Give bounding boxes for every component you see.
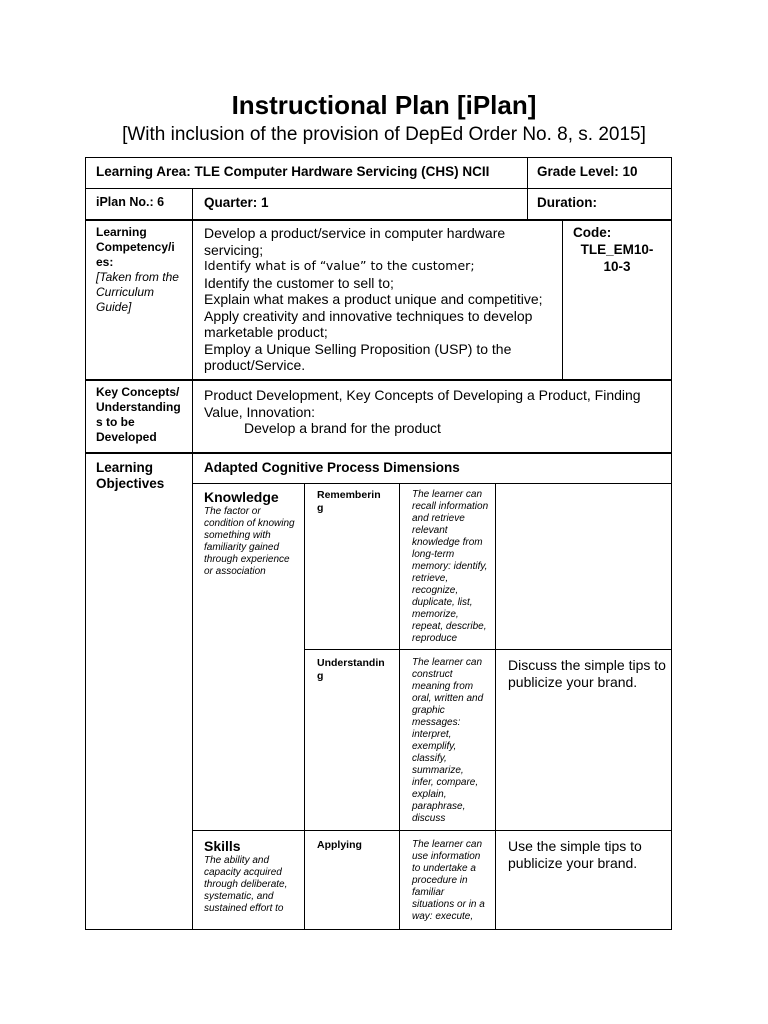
knowledge-cell	[204, 489, 302, 578]
remembering-desc-line: long-term	[412, 549, 455, 560]
applying-objective-line: publicize your brand.	[508, 855, 638, 871]
key-concepts-text	[204, 387, 641, 437]
remembering-desc-line: reproduce	[412, 633, 458, 644]
applying-desc-line: situations or in a	[412, 899, 485, 910]
iplan-number: iPlan No.: 6	[96, 195, 165, 209]
competency-label-line: Competency/i	[96, 240, 175, 254]
competency-line: marketable product;	[204, 324, 328, 340]
key-concepts-label	[96, 385, 181, 445]
knowledge-desc-line: The factor or	[204, 506, 261, 517]
skills-desc-line: capacity acquired	[204, 867, 282, 878]
col-divider	[304, 483, 305, 930]
skills-desc-line: The ability and	[204, 855, 270, 866]
page-subtitle: [With inclusion of the provision of DepEd Order No. 8, s. 2015]	[122, 124, 646, 145]
learning-objectives-label-line: Objectives	[96, 476, 165, 491]
understanding-desc-line: classify,	[412, 753, 447, 764]
key-concepts-line: Value, Innovation:	[204, 403, 316, 420]
grade-level: Grade Level: 10	[537, 164, 638, 179]
page-title: Instructional Plan [iPlan]	[231, 90, 537, 120]
key-concepts-label-line: Key Concepts/	[96, 385, 180, 399]
col-divider	[527, 157, 528, 219]
remembering-desc-line: The learner can	[412, 489, 483, 500]
applying-desc	[412, 839, 485, 923]
row-divider	[304, 649, 672, 650]
competency-list	[204, 225, 543, 374]
competency-line: Develop a product/service in computer hardware	[204, 225, 506, 241]
learning-objectives-label-line: Learning	[96, 460, 154, 475]
understanding-desc-line: messages:	[412, 717, 461, 728]
duration: Duration:	[537, 195, 597, 210]
applying-objective-line: Use the simple tips to	[508, 838, 642, 854]
remembering-label-line: Rememberin	[317, 489, 381, 501]
skills-desc-line: sustained effort to	[204, 903, 284, 914]
knowledge-desc-line: familiarity gained	[204, 542, 280, 553]
remembering-desc-line: duplicate, list,	[412, 597, 473, 608]
understanding-desc-line: meaning from	[412, 681, 474, 692]
competency-note	[96, 270, 191, 315]
competency-label	[96, 225, 191, 315]
understanding-desc	[412, 657, 483, 825]
competency-label-line: Learning	[96, 225, 147, 239]
understanding-desc-line: summarize,	[412, 765, 464, 776]
skills-cell	[204, 838, 302, 915]
skills-desc-line: systematic, and	[204, 891, 274, 902]
key-concepts-indented: Develop a brand for the product	[244, 420, 441, 436]
competency-line: product/Service.	[204, 357, 306, 373]
competency-line: Explain what makes a product unique and competitive;	[204, 291, 543, 307]
understanding-desc-line: The learner can	[412, 657, 483, 668]
competency-line: servicing;	[204, 241, 264, 258]
row-divider	[85, 379, 672, 381]
remembering-desc-line: memory: identify,	[412, 561, 488, 572]
key-concepts-label-line: Understanding	[96, 400, 181, 414]
code-value	[563, 241, 671, 275]
understanding-desc-line: paraphrase,	[412, 801, 466, 812]
applying-label	[317, 839, 362, 852]
remembering-desc-line: repeat, describe,	[412, 621, 487, 632]
knowledge-desc-line: or association	[204, 566, 266, 577]
learning-objectives-label	[96, 460, 164, 492]
competency-line: Apply creativity and innovative techniques to develop	[204, 307, 533, 324]
row-divider	[85, 452, 672, 454]
remembering-desc-line: and retrieve	[412, 513, 465, 524]
understanding-label	[317, 657, 385, 682]
skills-desc-line: through deliberate,	[204, 879, 288, 890]
remembering-desc-line: memorize,	[412, 609, 459, 620]
key-concepts-label-line: s to be	[96, 415, 135, 429]
remembering-desc-line: relevant	[412, 525, 448, 536]
remembering-desc	[412, 489, 488, 645]
competency-line: Employ a Unique Selling Proposition (USP) to the	[204, 340, 512, 357]
row-divider	[192, 483, 672, 484]
row-divider	[192, 830, 672, 831]
col-divider	[495, 483, 496, 930]
applying-desc-line: procedure in	[412, 875, 468, 886]
row-divider	[85, 219, 672, 221]
row-divider	[85, 188, 672, 189]
code-value-line: 10-3	[603, 259, 631, 274]
applying-desc-line: use information	[412, 851, 481, 862]
competency-note-line: Curriculum	[96, 285, 155, 299]
applying-desc-line: to undertake a	[412, 863, 476, 874]
competency-note-line: Guide]	[96, 300, 132, 314]
applying-desc-line: The learner can	[412, 839, 483, 850]
remembering-desc-line: knowledge from	[412, 537, 483, 548]
remembering-desc-line: retrieve,	[412, 573, 449, 584]
understanding-desc-line: interpret,	[412, 729, 452, 740]
understanding-label-line: Understandin	[317, 657, 385, 669]
code-label: Code:	[573, 225, 612, 240]
applying-desc-line: familiar	[412, 887, 445, 898]
competency-line: Identify what is of “value” to the customer;	[204, 258, 475, 273]
understanding-label-line: g	[317, 669, 324, 682]
understanding-desc-line: explain,	[412, 789, 447, 800]
knowledge-desc-line: something with	[204, 530, 271, 541]
remembering-desc-line: recognize,	[412, 585, 459, 596]
understanding-desc-line: exemplify,	[412, 741, 457, 752]
competency-note-line: [Taken from the	[96, 270, 179, 284]
competency-label-line: es:	[96, 255, 114, 269]
skills-desc	[204, 855, 302, 915]
knowledge-desc-line: condition of knowing	[204, 518, 295, 529]
skills-title: Skills	[204, 838, 241, 854]
col-divider	[399, 483, 400, 930]
understanding-desc-line: graphic	[412, 705, 445, 716]
understanding-desc-line: infer, compare,	[412, 777, 479, 788]
remembering-label-line: g	[317, 501, 324, 514]
knowledge-desc	[204, 506, 302, 578]
knowledge-title: Knowledge	[204, 489, 279, 505]
col-divider	[192, 188, 193, 930]
quarter: Quarter: 1	[204, 195, 269, 210]
key-concepts-line: Product Development, Key Concepts of Developing a Product, Finding	[204, 387, 641, 403]
code-value-line: TLE_EM10-	[580, 242, 654, 257]
understanding-desc-line: oral, written and	[412, 693, 484, 704]
remembering-desc-line: recall information	[412, 501, 489, 512]
understanding-desc-line: construct	[412, 669, 453, 680]
learning-area: Learning Area: TLE Computer Hardware Servicing (CHS) NCII	[96, 164, 490, 179]
remembering-label	[317, 489, 381, 514]
adapted-dimensions-header: Adapted Cognitive Process Dimensions	[204, 460, 460, 475]
understanding-objective-line: publicize your brand.	[508, 674, 638, 690]
understanding-desc-line: discuss	[412, 813, 446, 824]
competency-line: Identify the customer to sell to;	[204, 274, 394, 291]
applying-objective	[508, 838, 642, 872]
understanding-objective	[508, 657, 666, 691]
knowledge-desc-line: through experience	[204, 554, 290, 565]
key-concepts-label-line: Developed	[96, 430, 157, 444]
applying-desc-line: way: execute,	[412, 911, 474, 922]
applying-label-line: Applying	[317, 839, 362, 851]
understanding-objective-line: Discuss the simple tips to	[508, 657, 666, 673]
